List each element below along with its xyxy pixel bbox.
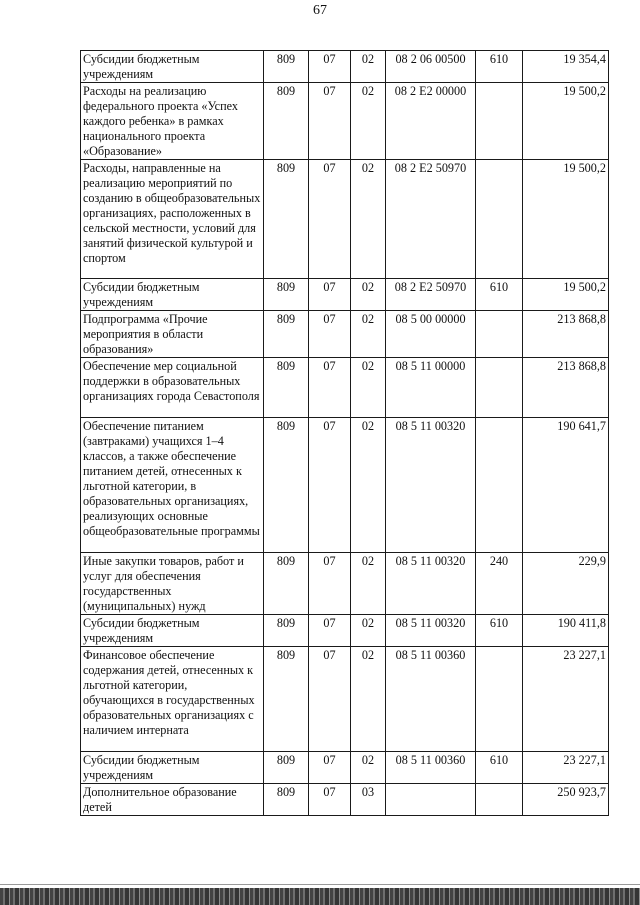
page-number: 67: [313, 3, 327, 18]
section-code: 07: [309, 553, 351, 615]
amount-value: 19 354,4: [523, 51, 609, 83]
amount-value: 213 868,8: [523, 311, 609, 358]
section-code: 07: [309, 358, 351, 418]
ministry-code: 809: [264, 553, 309, 615]
amount-value: 213 868,8: [523, 358, 609, 418]
section-code: 07: [309, 279, 351, 311]
subsection-code: 02: [351, 553, 386, 615]
expense-type-code: 610: [476, 279, 523, 311]
expense-type-code: [476, 418, 523, 553]
subsection-code: 02: [351, 279, 386, 311]
ministry-code: 809: [264, 358, 309, 418]
ministry-code: 809: [264, 784, 309, 816]
target-article-code: 08 5 11 00360: [386, 752, 476, 784]
subsection-code: 02: [351, 311, 386, 358]
subsection-code: 02: [351, 51, 386, 83]
section-code: 07: [309, 752, 351, 784]
section-code: 07: [309, 647, 351, 752]
row-description: Обеспечение мер социальной поддержки в образовательных организациях города Севастополя: [81, 358, 264, 418]
target-article-code: 08 5 11 00000: [386, 358, 476, 418]
scan-edge-noise: [0, 888, 640, 905]
row-description: Субсидии бюджетным учреждениям: [81, 51, 264, 83]
row-description: Расходы на реализацию федерального проекта «Успех каждого ребенка» в рамках национального проекта «Образование»: [81, 83, 264, 160]
table-row: [81, 647, 609, 752]
section-code: 07: [309, 418, 351, 553]
row-description: Финансовое обеспечение содержания детей, отнесенных к льготной категории, обучающихся в государственных образовательных организациях с наличием интерната: [81, 647, 264, 752]
subsection-code: 02: [351, 160, 386, 279]
row-description: Подпрограмма «Прочие мероприятия в области образования»: [81, 311, 264, 358]
table-row: [81, 553, 609, 615]
section-code: 07: [309, 311, 351, 358]
target-article-code: 08 5 11 00360: [386, 647, 476, 752]
target-article-code: 08 2 E2 50970: [386, 279, 476, 311]
target-article-code: 08 5 11 00320: [386, 553, 476, 615]
target-article-code: 08 2 06 00500: [386, 51, 476, 83]
expense-type-code: [476, 784, 523, 816]
subsection-code: 02: [351, 418, 386, 553]
ministry-code: 809: [264, 615, 309, 647]
row-description: Иные закупки товаров, работ и услуг для обеспечения государственных (муниципальных) нужд: [81, 553, 264, 615]
ministry-code: 809: [264, 160, 309, 279]
target-article-code: [386, 784, 476, 816]
table-row: [81, 418, 609, 553]
expense-type-code: 610: [476, 51, 523, 83]
row-description: Обеспечение питанием (завтраками) учащихся 1–4 классов, а также обеспечение питанием детей, отнесенных к льготной категории, в образовательных организациях, реализующих основные общеобразовательные программы: [81, 418, 264, 553]
scan-edge-line: [0, 884, 640, 885]
target-article-code: 08 5 11 00320: [386, 418, 476, 553]
section-code: 07: [309, 615, 351, 647]
row-description: Субсидии бюджетным учреждениям: [81, 615, 264, 647]
row-description: Субсидии бюджетным учреждениям: [81, 279, 264, 311]
section-code: 07: [309, 83, 351, 160]
subsection-code: 02: [351, 615, 386, 647]
subsection-code: 02: [351, 358, 386, 418]
table-row: [81, 615, 609, 647]
ministry-code: 809: [264, 83, 309, 160]
expense-type-code: 610: [476, 615, 523, 647]
table-row: [81, 311, 609, 358]
table-row: [81, 752, 609, 784]
budget-table: [80, 50, 609, 816]
amount-value: 19 500,2: [523, 160, 609, 279]
ministry-code: 809: [264, 647, 309, 752]
table-row: [81, 358, 609, 418]
row-description: Субсидии бюджетным учреждениям: [81, 752, 264, 784]
row-description: Расходы, направленные на реализацию мероприятий по созданию в общеобразовательных организациях, расположенных в сельской местности, условий для занятий физической культурой и спортом: [81, 160, 264, 279]
expense-type-code: [476, 647, 523, 752]
section-code: 07: [309, 784, 351, 816]
row-description: Дополнительное образование детей: [81, 784, 264, 816]
amount-value: 23 227,1: [523, 752, 609, 784]
target-article-code: 08 2 E2 50970: [386, 160, 476, 279]
subsection-code: 02: [351, 647, 386, 752]
subsection-code: 02: [351, 83, 386, 160]
amount-value: 250 923,7: [523, 784, 609, 816]
amount-value: 190 641,7: [523, 418, 609, 553]
expense-type-code: [476, 160, 523, 279]
expense-type-code: [476, 311, 523, 358]
target-article-code: 08 2 E2 00000: [386, 83, 476, 160]
amount-value: 19 500,2: [523, 83, 609, 160]
subsection-code: 02: [351, 752, 386, 784]
amount-value: 23 227,1: [523, 647, 609, 752]
table-row: [81, 83, 609, 160]
ministry-code: 809: [264, 752, 309, 784]
amount-value: 229,9: [523, 553, 609, 615]
table-row: [81, 51, 609, 83]
subsection-code: 03: [351, 784, 386, 816]
table-row: [81, 160, 609, 279]
ministry-code: 809: [264, 418, 309, 553]
amount-value: 19 500,2: [523, 279, 609, 311]
amount-value: 190 411,8: [523, 615, 609, 647]
expense-type-code: 240: [476, 553, 523, 615]
ministry-code: 809: [264, 51, 309, 83]
ministry-code: 809: [264, 311, 309, 358]
section-code: 07: [309, 51, 351, 83]
section-code: 07: [309, 160, 351, 279]
ministry-code: 809: [264, 279, 309, 311]
target-article-code: 08 5 00 00000: [386, 311, 476, 358]
table-row: [81, 279, 609, 311]
target-article-code: 08 5 11 00320: [386, 615, 476, 647]
expense-type-code: 610: [476, 752, 523, 784]
expense-type-code: [476, 83, 523, 160]
table-row: [81, 784, 609, 816]
expense-type-code: [476, 358, 523, 418]
